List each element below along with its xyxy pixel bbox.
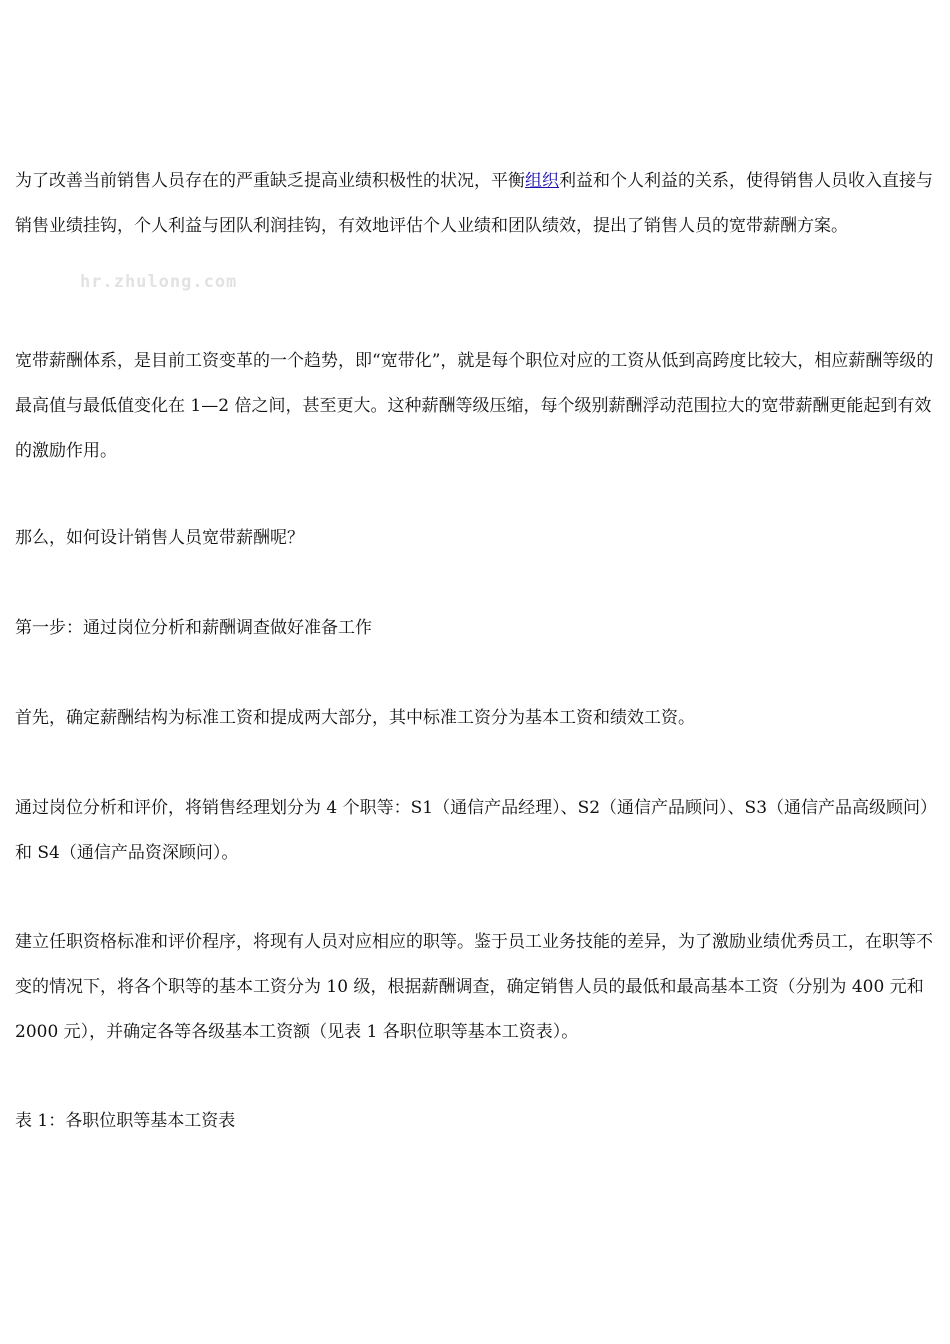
paragraph-broadband-definition: 宽带薪酬体系，是目前工资变革的一个趋势，即“宽带化”，就是每个职位对应的工资从低到高跨度比较大，相应薪酬等级的最高值与最低值变化在 1—2 倍之间，甚至更大。这种薪酬等级压缩，每个级别薪酬浮动范围拉大的宽带薪酬更能起到有效的激励作用。 <box>15 351 934 461</box>
paragraph-question: 那么，如何设计销售人员宽带薪酬呢？ <box>15 528 304 548</box>
paragraph-job-grades: 通过岗位分析和评价，将销售经理划分为 4 个职等：S1（通信产品经理）、S2（通信产品顾问）、S3（通信产品高级顾问）和 S4（通信产品资深顾问）。 <box>15 798 929 863</box>
paragraph-intro <box>15 159 935 249</box>
organization-link[interactable]: 组织 <box>525 171 559 191</box>
paragraph-salary-structure: 首先，确定薪酬结构为标准工资和提成两大部分，其中标准工资分为基本工资和绩效工资。 <box>15 708 695 728</box>
paragraph-intro-text-before: 为了改善当前销售人员存在的严重缺乏提高业绩积极性的状况，平衡 <box>15 171 525 191</box>
paragraph-step-one: 第一步：通过岗位分析和薪酬调查做好准备工作 <box>15 618 372 638</box>
paragraph-intro-text-after: 利益和个人利益的关系，使得销售人员收入直接与销售业绩挂钩，个人利益与团队利润挂钩，有效地评估个人业绩和团队绩效，提出了销售人员的宽带薪酬方案。 <box>15 171 933 236</box>
watermark: hr.zhulong.com <box>80 272 238 292</box>
table-caption: 表 1：各职位职等基本工资表 <box>15 1111 236 1131</box>
paragraph-qualification-standards: 建立任职资格标准和评价程序，将现有人员对应相应的职等。鉴于员工业务技能的差异，为了激励业绩优秀员工，在职等不变的情况下，将各个职等的基本工资分为 10 级，根据薪酬调查，确定销售人员的最低和最高基本工资（分别为 400 元和 2000 元），并确定各等各级基本工资额（见表 1 各职位职等基本工资表）。 <box>15 932 933 1042</box>
